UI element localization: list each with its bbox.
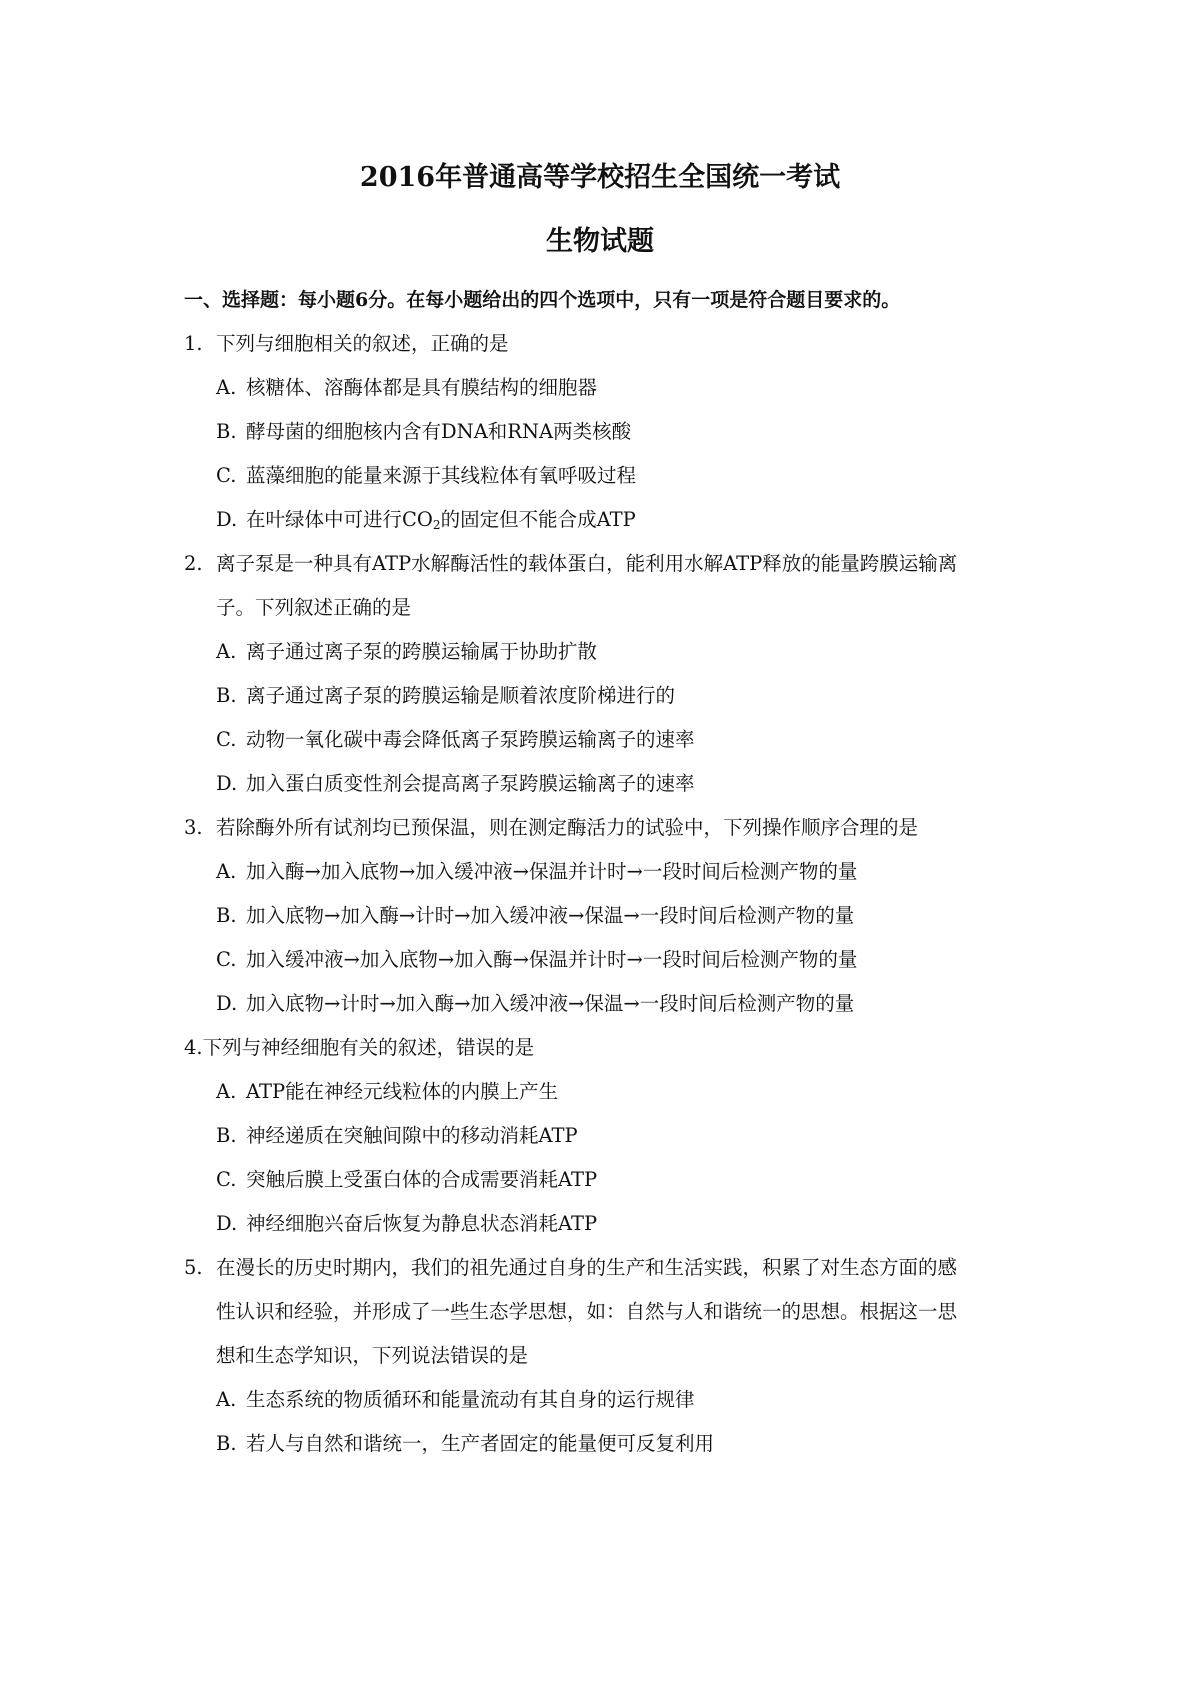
option-text: ATP能在神经元线粒体的内膜上产生 bbox=[246, 1080, 559, 1103]
exam-subtitle: 生物试题 bbox=[546, 226, 654, 257]
question-2-option-a bbox=[216, 638, 597, 666]
option-letter: A. bbox=[216, 640, 237, 663]
question-text: 离子泵是一种具有ATP水解酶活性的载体蛋白，能利用水解ATP释放的能量跨膜运输离 bbox=[216, 552, 958, 575]
option-text: 加入酶→加入底物→加入缓冲液→保温并计时→一段时间后检测产物的量 bbox=[246, 860, 858, 883]
question-number: 3. bbox=[184, 816, 203, 839]
question-2-option-c bbox=[216, 726, 695, 754]
option-letter: A. bbox=[216, 1080, 237, 1103]
section-heading: 一、选择题：每小题6分。在每小题给出的四个选项中，只有一项是符合题目要求的。 bbox=[184, 289, 901, 311]
question-number: 1. bbox=[184, 332, 203, 355]
option-letter: C. bbox=[216, 464, 237, 487]
option-letter: A. bbox=[216, 860, 237, 883]
option-text: 生态系统的物质循环和能量流动有其自身的运行规律 bbox=[246, 1388, 695, 1411]
option-text: 神经细胞兴奋后恢复为静息状态消耗ATP bbox=[246, 1212, 598, 1235]
question-text: 若除酶外所有试剂均已预保温，则在测定酶活力的试验中，下列操作顺序合理的是 bbox=[216, 816, 919, 839]
option-text: 酵母菌的细胞核内含有DNA和RNA两类核酸 bbox=[246, 420, 632, 443]
option-letter: C. bbox=[216, 728, 237, 751]
option-letter: D. bbox=[216, 508, 238, 531]
question-1-stem bbox=[184, 330, 509, 358]
question-text: 下列与细胞相关的叙述，正确的是 bbox=[216, 332, 509, 355]
option-letter: C. bbox=[216, 948, 237, 971]
option-text: 离子通过离子泵的跨膜运输属于协助扩散 bbox=[246, 640, 598, 663]
question-3-option-d bbox=[216, 990, 854, 1018]
option-letter: C. bbox=[216, 1168, 237, 1191]
question-4-stem bbox=[184, 1034, 534, 1062]
option-text: 突触后膜上受蛋白体的合成需要消耗ATP bbox=[246, 1168, 598, 1191]
option-text: 加入缓冲液→加入底物→加入酶→保温并计时→一段时间后检测产物的量 bbox=[246, 948, 858, 971]
question-text: 下列与神经细胞有关的叙述，错误的是 bbox=[202, 1036, 535, 1059]
question-3-option-a bbox=[216, 858, 857, 886]
question-1-option-d bbox=[216, 506, 636, 534]
question-3-option-c bbox=[216, 946, 857, 974]
question-5-option-a bbox=[216, 1386, 695, 1414]
question-number: 5. bbox=[184, 1256, 203, 1279]
option-letter: B. bbox=[216, 1432, 237, 1455]
option-letter: B. bbox=[216, 684, 237, 707]
question-3-stem bbox=[184, 814, 918, 842]
question-2-stem-continued: 子。下列叙述正确的是 bbox=[216, 596, 412, 619]
question-1-option-b bbox=[216, 418, 631, 446]
subscript: 2 bbox=[432, 518, 441, 532]
question-2-option-d bbox=[216, 770, 695, 798]
question-4-option-c bbox=[216, 1166, 597, 1194]
option-text: 神经递质在突触间隙中的移动消耗ATP bbox=[246, 1124, 578, 1147]
exam-title: 2016年普通高等学校招生全国统一考试 bbox=[359, 162, 841, 193]
question-4-option-a bbox=[216, 1078, 558, 1106]
question-4-option-b bbox=[216, 1122, 578, 1150]
option-letter: A. bbox=[216, 376, 237, 399]
question-1-option-a bbox=[216, 374, 597, 402]
question-2-option-b bbox=[216, 682, 675, 710]
option-text: 加入底物→计时→加入酶→加入缓冲液→保温→一段时间后检测产物的量 bbox=[246, 992, 855, 1015]
option-text: 若人与自然和谐统一，生产者固定的能量便可反复利用 bbox=[246, 1432, 715, 1455]
question-4-option-d bbox=[216, 1210, 597, 1238]
option-text: 在叶绿体中可进行CO bbox=[246, 508, 433, 531]
option-letter: A. bbox=[216, 1388, 237, 1411]
option-text: 加入底物→加入酶→计时→加入缓冲液→保温→一段时间后检测产物的量 bbox=[246, 904, 855, 927]
option-letter: B. bbox=[216, 1124, 237, 1147]
option-text: 加入蛋白质变性剂会提高离子泵跨膜运输离子的速率 bbox=[246, 772, 695, 795]
option-letter: B. bbox=[216, 904, 237, 927]
option-text: 离子通过离子泵的跨膜运输是顺着浓度阶梯进行的 bbox=[246, 684, 676, 707]
option-letter: D. bbox=[216, 992, 238, 1015]
question-5-stem-continued: 想和生态学知识，下列说法错误的是 bbox=[216, 1344, 529, 1367]
question-1-option-c bbox=[216, 462, 636, 490]
option-letter: D. bbox=[216, 772, 238, 795]
question-3-option-b bbox=[216, 902, 854, 930]
option-text: 动物一氧化碳中毒会降低离子泵跨膜运输离子的速率 bbox=[246, 728, 695, 751]
question-text: 在漫长的历史时期内，我们的祖先通过自身的生产和生活实践，积累了对生态方面的感 bbox=[216, 1256, 958, 1279]
option-letter: B. bbox=[216, 420, 237, 443]
option-text: 核糖体、溶酶体都是具有膜结构的细胞器 bbox=[246, 376, 598, 399]
question-5-stem bbox=[184, 1254, 957, 1282]
question-number: 4. bbox=[184, 1036, 203, 1059]
question-number: 2. bbox=[184, 552, 203, 575]
option-text: 的固定但不能合成ATP bbox=[440, 508, 636, 531]
question-2-stem bbox=[184, 550, 957, 578]
question-5-option-b bbox=[216, 1430, 714, 1458]
option-text: 蓝藻细胞的能量来源于其线粒体有氧呼吸过程 bbox=[246, 464, 637, 487]
option-letter: D. bbox=[216, 1212, 238, 1235]
question-5-stem-continued: 性认识和经验，并形成了一些生态学思想，如：自然与人和谐统一的思想。根据这一思 bbox=[216, 1300, 958, 1323]
